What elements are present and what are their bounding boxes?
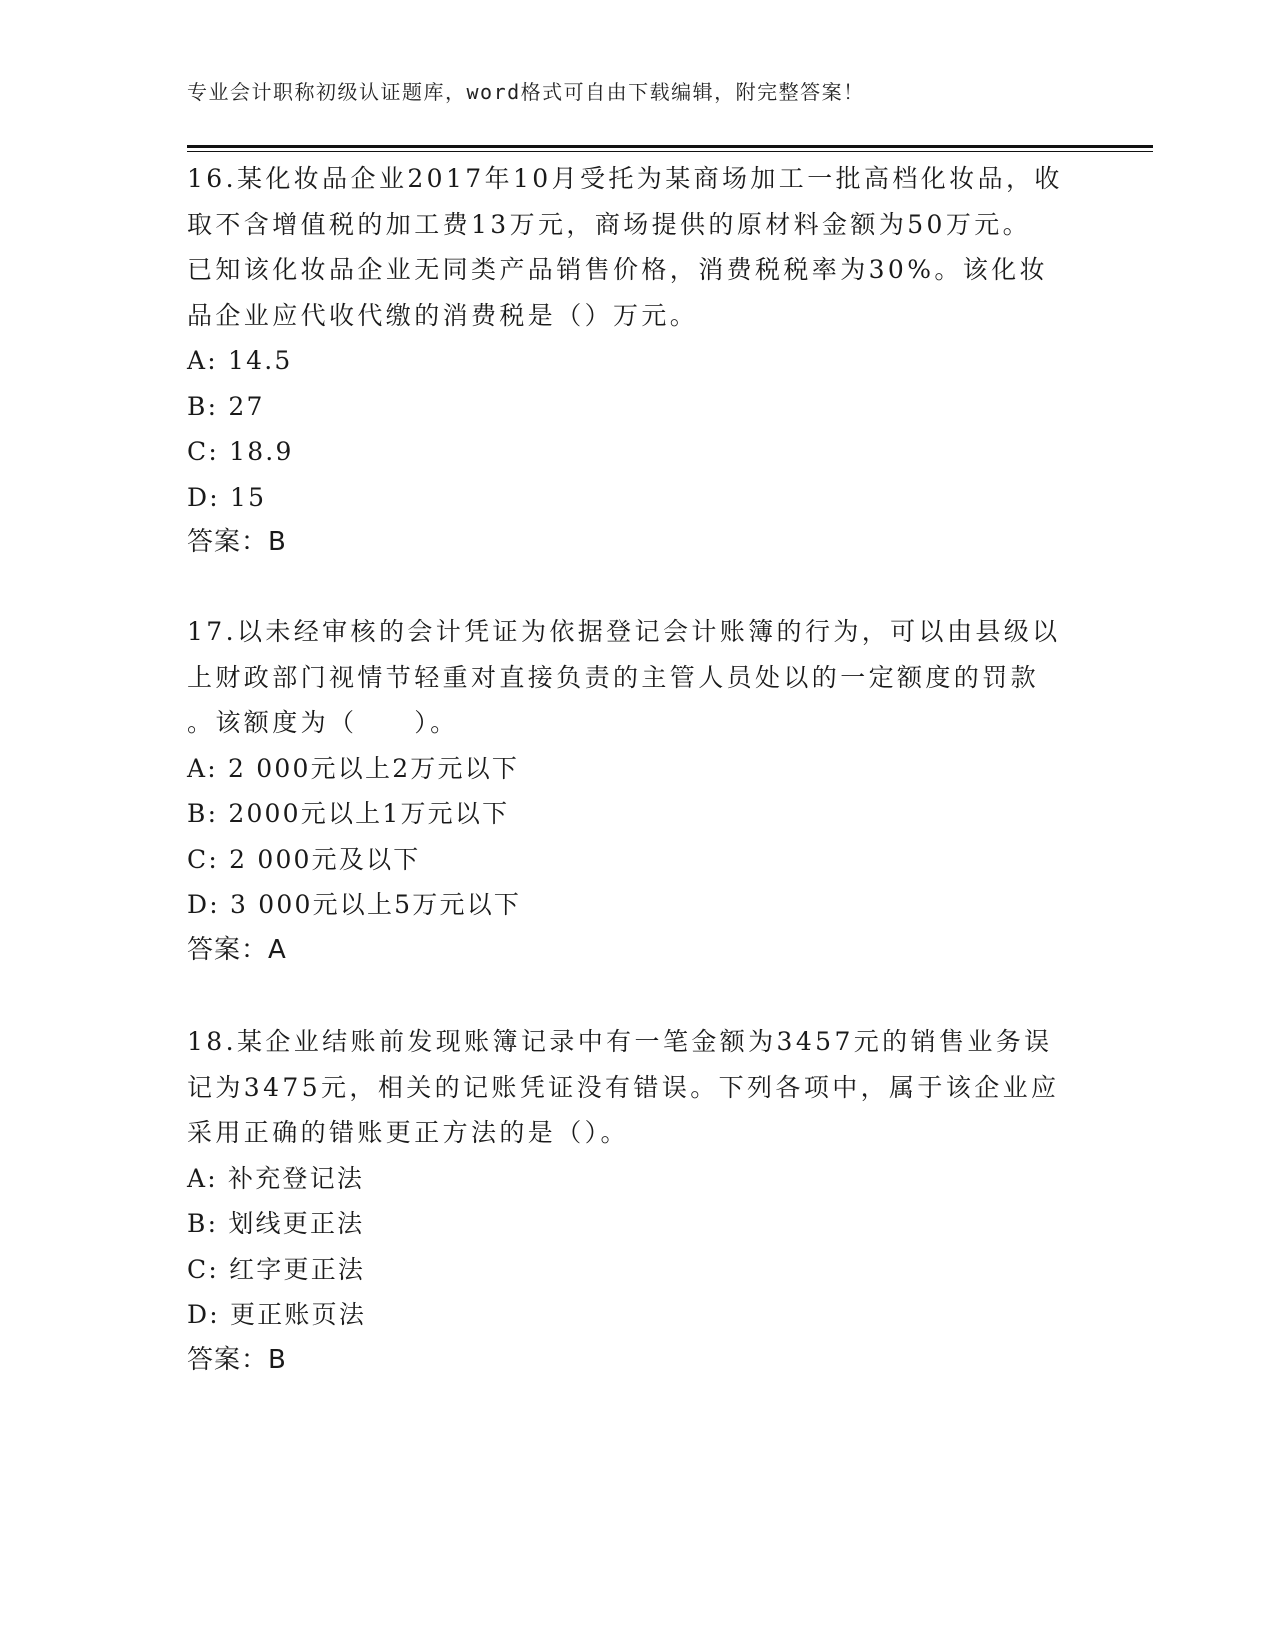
option-b: B: 2000元以上1万元以下 <box>187 799 510 828</box>
question-16 <box>187 156 1077 566</box>
option-c: C: 红字更正法 <box>187 1254 366 1284</box>
answer-label: 答案：A <box>187 934 287 965</box>
option-b: B: 27 <box>187 391 265 421</box>
answer-label: 答案：B <box>187 527 287 557</box>
question-text-line: 采用正确的错账更正方法的是（）。 <box>187 1118 629 1147</box>
option-c: C: 2 000元及以下 <box>187 844 421 874</box>
question-18 <box>187 1019 1077 1383</box>
question-text-line: 上财政部门视情节轻重对直接负责的主管人员处以的一定额度的罚款 <box>187 662 1040 692</box>
header-rule-thick <box>187 145 1153 148</box>
question-17 <box>187 609 1077 973</box>
question-text-line: 已知该化妆品企业无同类产品销售价格，消费税税率为30%。该化妆 <box>187 255 1048 284</box>
option-a: A: 2 000元以上2万元以下 <box>187 753 520 783</box>
answer-label: 答案：B <box>187 1344 287 1375</box>
option-a: A: 补充登记法 <box>187 1163 365 1193</box>
question-text-line: 17.以未经审核的会计凭证为依据登记会计账簿的行为，可以由县级以 <box>187 617 1061 646</box>
question-text-line: 。该额度为（ ）。 <box>187 708 459 737</box>
question-text-line: 取不含增值税的加工费13万元，商场提供的原材料金额为50万元。 <box>187 209 1032 239</box>
option-d: D: 15 <box>187 482 267 512</box>
option-c: C: 18.9 <box>187 437 294 466</box>
question-text-line: 品企业应代收代缴的消费税是（）万元。 <box>187 300 699 330</box>
question-text-line: 18.某企业结账前发现账簿记录中有一笔金额为3457元的销售业务误 <box>187 1027 1053 1056</box>
option-a: A: 14.5 <box>187 346 293 375</box>
option-b: B: 划线更正法 <box>187 1209 365 1238</box>
page-header: 专业会计职称初级认证题库，word格式可自由下载编辑，附完整答案！ <box>187 80 865 104</box>
option-d: D: 3 000元以上5万元以下 <box>187 890 522 919</box>
option-d: D: 更正账页法 <box>187 1300 367 1329</box>
header-rule-thin <box>187 151 1153 152</box>
question-text-line: 16.某化妆品企业2017年10月受托为某商场加工一批高档化妆品，收 <box>187 164 1063 193</box>
question-text-line: 记为3475元，相关的记账凭证没有错误。下列各项中，属于该企业应 <box>187 1072 1060 1102</box>
